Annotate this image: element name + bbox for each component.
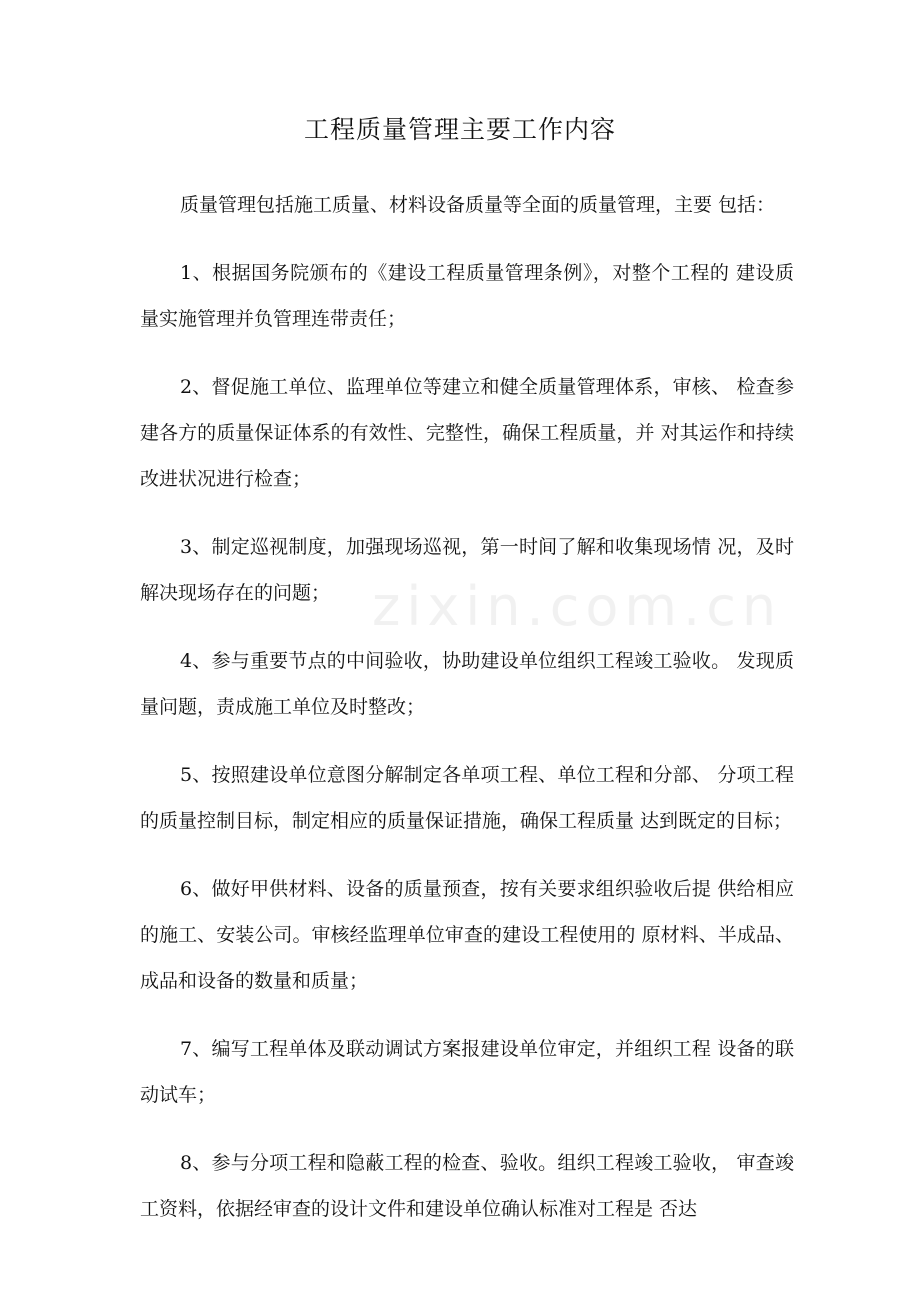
paragraph-item-6: 6、做好甲供材料、设备的质量预查，按有关要求组织验收后提 供给相应的施工、安装公司。审核经监理单位审查的建设工程使用的 原材料、半成品、成品和设备的数量和质量；	[140, 878, 794, 992]
paragraph-item-7: 7、编写工程单体及联动调试方案报建设单位审定，并组织工程 设备的联动试车；	[140, 1038, 794, 1106]
paragraph-item-8: 8、参与分项工程和隐蔽工程的检查、验收。组织工程竣工验收， 审查竣工资料，依据经审查的设计文件和建设单位确认标准对工程是 否达	[140, 1152, 794, 1220]
document-body	[140, 182, 794, 1254]
paragraph-item-1: 1、根据国务院颁布的《建设工程质量管理条例》，对整个工程的 建设质量实施管理并负管理连带责任；	[140, 262, 794, 330]
paragraph-item-2: 2、督促施工单位、监理单位等建立和健全质量管理体系，审核、 检查参建各方的质量保证体系的有效性、完整性，确保工程质量，并 对其运作和持续改进状况进行检查；	[140, 376, 794, 490]
page-title: 工程质量管理主要工作内容	[303, 115, 616, 144]
paragraph-item-3: 3、制定巡视制度，加强现场巡视，第一时间了解和收集现场情 况，及时解决现场存在的问题；	[140, 536, 794, 604]
paragraph-intro: 质量管理包括施工质量、材料设备质量等全面的质量管理，主要 包括：	[180, 194, 776, 216]
watermark: zixin.com.cn	[372, 575, 783, 638]
paragraph-item-5: 5、按照建设单位意图分解制定各单项工程、单位工程和分部、 分项工程的质量控制目标，制定相应的质量保证措施，确保工程质量 达到既定的目标；	[140, 764, 794, 832]
paragraph-item-4: 4、参与重要节点的中间验收，协助建设单位组织工程竣工验收。 发现质量问题，责成施工单位及时整改；	[140, 650, 794, 718]
